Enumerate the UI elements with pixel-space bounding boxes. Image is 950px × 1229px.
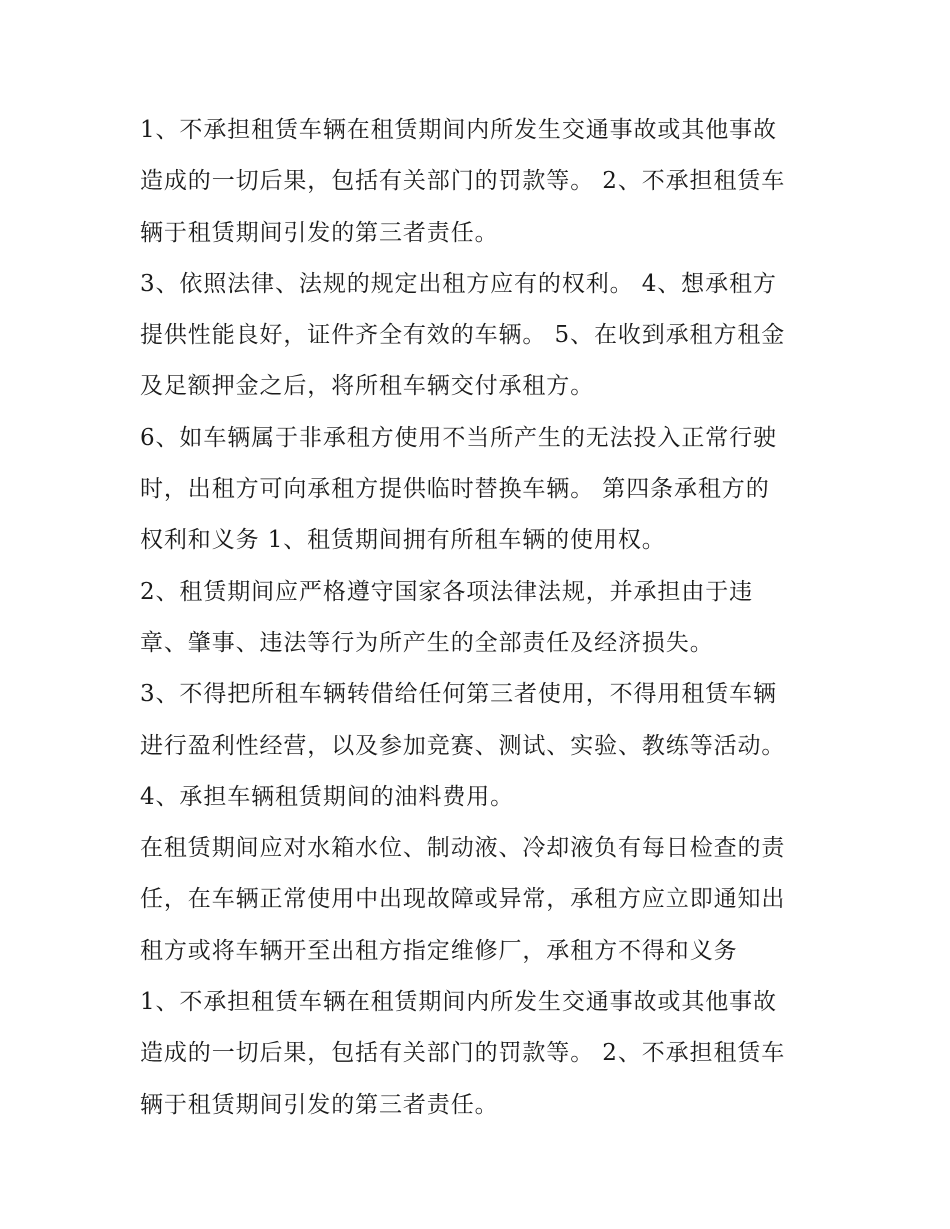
text-line: 任，在车辆正常使用中出现故障或异常，承租方应立即通知出 [140, 886, 786, 913]
text-line: 6、如车辆属于非承租方使用不当所产生的无法投入正常行驶 [140, 424, 777, 451]
text-line: 辆于租赁期间引发的第三者责任。 [140, 1091, 499, 1118]
text-line: 提供性能良好，证件齐全有效的车辆。 5、在收到承租方租金 [140, 322, 786, 349]
text-line: 在租赁期间应对水箱水位、制动液、冷却液负有每日检查的责 [140, 835, 786, 862]
text-line: 1、不承担租赁车辆在租赁期间内所发生交通事故或其他事故 [140, 117, 777, 143]
text-line: 租方或将车辆开至出租方指定维修厂，承租方不得和义务 [140, 937, 738, 964]
document-body [140, 109, 820, 1135]
text-line: 权利和义务 1、租赁期间拥有所租车辆的使用权。 [140, 527, 666, 554]
paragraph-daily-inspection [140, 827, 820, 981]
text-line: 3、不得把所租车辆转借给任何第三者使用，不得用租赁车辆 [140, 681, 777, 708]
text-line: 2、租赁期间应严格遵守国家各项法律法规，并承担由于违 [140, 578, 754, 605]
text-line: 造成的一切后果，包括有关部门的罚款等。 2、不承担租赁车 [140, 168, 786, 195]
text-line: 造成的一切后果，包括有关部门的罚款等。 2、不承担租赁车 [140, 1040, 786, 1067]
paragraph-legal-compliance [140, 571, 820, 674]
text-line: 辆于租赁期间引发的第三者责任。 [140, 219, 499, 246]
paragraph-lessor-rights [140, 263, 820, 417]
paragraph-no-sublease [140, 673, 820, 776]
text-line: 时，出租方可向承租方提供临时替换车辆。 第四条承租方的 [140, 476, 770, 503]
paragraph-fuel-costs [140, 776, 820, 827]
paragraph-lessor-exemptions [140, 109, 820, 263]
paragraph-lessor-exemptions-repeat [140, 981, 820, 1135]
text-line: 章、肇事、违法等行为所产生的全部责任及经济损失。 [140, 629, 714, 656]
text-line: 1、不承担租赁车辆在租赁期间内所发生交通事故或其他事故 [140, 989, 777, 1016]
text-line: 及足额押金之后，将所租车辆交付承租方。 [140, 373, 595, 400]
text-line: 3、依照法律、法规的规定出租方应有的权利。 4、想承租方 [140, 270, 777, 297]
text-line: 4、承担车辆租赁期间的油料费用。 [140, 783, 515, 810]
text-line: 进行盈利性经营，以及参加竞赛、测试、实验、教练等活动。 [140, 732, 786, 759]
paragraph-replacement-vehicle [140, 417, 820, 571]
